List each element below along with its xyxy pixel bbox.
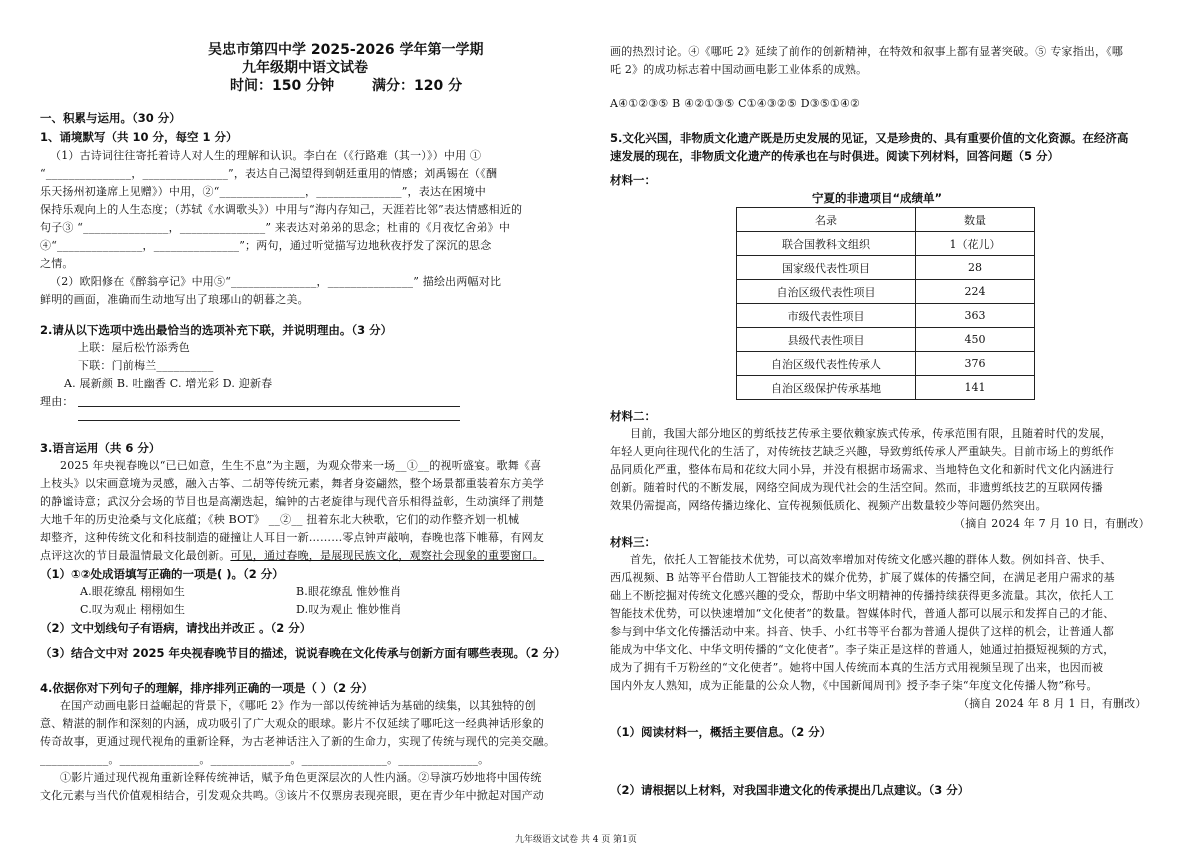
material-3-line: 国内外友人熟知，成为正能量的公众人物，《中国新闻周刊》授予李子柒“年度文化传播人物”称号。 (610, 679, 1098, 692)
material-3-line: 西瓜视频、B 站等平台借助人工智能技术的媒介优势，扩展了媒体的传播空间，在满足老用户需求的基 (610, 571, 1115, 584)
q1-line: ④“_______________，_______________”；两句，通过听觉描写边地秋夜抒发了深沉的思念 (40, 239, 492, 252)
q5-heading: 5.文化兴国，非物质文化遗产既是历史发展的见证，又是珍贵的、具有重要价值的文化资源。在经济高 (610, 131, 1129, 145)
q3-passage-line (40, 548, 544, 564)
table-cell: 联合国教科文组织 (737, 232, 916, 256)
q5-sub1: （1）阅读材料一，概括主要信息。（2 分） (610, 725, 832, 739)
q3-passage-line: 却整齐，这种传统文化和科技制造的碰撞让人耳目一新………零点钟声敲响，春晚也落下帷幕，有网友 (40, 531, 544, 544)
q3-heading: 3.语言运用（共 6 分） (40, 441, 161, 455)
q4-sentence-line: 吒 2》的成功标志着中国动画电影工业体系的成熟。 (610, 63, 868, 76)
q4-options: A④①②③⑤ B ④②①③⑤ C①④③②⑤ D③⑤①④② (610, 97, 861, 110)
q3-underlined-sentence: 可见，通过春晚，是展现民族文化，观察社会现象的重要窗口。 (230, 549, 545, 562)
q1-line: “_______________，_______________”，表达自己渴望得到朝廷重用的情感；刘禹锡在（《酬 (40, 167, 498, 180)
exam-score: 满分：120 分 (372, 78, 463, 94)
q1-line: 句子③ “_______________，_______________” 来表达对弟弟的思念；杜甫的《月夜忆舍弟》中 (40, 221, 511, 234)
table-row (737, 256, 1035, 280)
q3-passage-line: 的静谧诗意；武汉分会场的节目也是高潮迭起，编钟的古老旋律与现代音乐相得益彰，生动演绎了荆楚 (40, 495, 544, 508)
material-3-line: 成为了拥有千万粉丝的“文化使者”。她将中国人传统而本真的生活方式用视频呈现了出来，也因而被 (610, 661, 1104, 674)
table-row (737, 304, 1035, 328)
table-row (737, 328, 1035, 352)
page-footer: 九年级语文试卷 共 4 页 第1页 (515, 835, 637, 845)
q1-line: 之情。 (40, 257, 74, 270)
q2-reason-label: 理由： (40, 395, 74, 408)
q1-line: （2）欧阳修在《醉翁亭记》中用⑤“_______________，_______________” 描绘出两幅对比 (50, 275, 502, 288)
q1-line: （1）古诗词往往寄托着诗人对人生的理解和认识。李白在（《行路难（其一）》）中用 ① (50, 149, 482, 162)
q1-line: 鲜明的画面，准确而生动地写出了琅琊山的朝暮之美。 (40, 293, 309, 306)
q4-sentence-line: ①影片通过现代视角重新诠释传统神话，赋予角色更深层次的人性内涵。②导演巧妙地将中国传统 (60, 771, 542, 784)
q3-passage-line: 上枝头》以宋画意境为灵感，融入古筝、二胡等传统元素，舞者身姿翩然，整个场景都重装着东方美学 (40, 477, 544, 490)
q3-option-c: C.叹为观止 栩栩如生 (80, 603, 186, 616)
material-2-source: （摘自 2024 年 7 月 10 日，有删改） (954, 517, 1150, 530)
table-cell: 县级代表性项目 (737, 328, 916, 352)
answer-line[interactable] (78, 406, 460, 407)
table-cell: 自治区级代表性传承人 (737, 352, 916, 376)
q3-option-b: B.眼花缭乱 惟妙惟肖 (296, 585, 402, 598)
q1-heading: 1、诵境默写（共 10 分，每空 1 分） (40, 130, 238, 144)
table-cell: 自治区级保护传承基地 (737, 376, 916, 400)
q3-passage-line: 大地千年的历史沧桑与文化底蕴；《秧 BOT》 __②__ 扭着东北大秧歌，它们的动作整齐划一机械 (40, 513, 520, 526)
material-2-line: 年轻人更向往现代化的生活了，对传统技艺缺乏兴趣，导致剪纸传承人严重缺失。目前市场上的剪纸作 (610, 445, 1114, 458)
q2-upper-couplet: 上联：屋后松竹添秀色 (78, 341, 190, 354)
q1-line: 乐天扬州初逢席上见赠》）中用，②“_______________，_______________”，表达在困境中 (40, 185, 486, 198)
material-3-line: 础上不断挖掘对传统文化感兴趣的受众，帮助中华文明精神的传播持续获得更多流量。其次，依托人工 (610, 589, 1114, 602)
material-3-line: 参与到中华文化传播活动中来。抖音、快手、小红书等平台都为普通人提供了这样的机会，让普通人都 (610, 625, 1114, 638)
exam-title-grade: 九年级期中语文试卷 (242, 60, 368, 76)
material-2-label: 材料二： (610, 409, 656, 423)
q3-sub3: （3）结合文中对 2025 年央视春晚节目的描述，说说春晚在文化传承与创新方面有哪些表现。（2 分） (40, 646, 566, 660)
table-title: 宁夏的非遗项目“成绩单” (812, 191, 943, 205)
q1-line: 保持乐观向上的人生态度；（苏轼《水调歌头》）中用与“海内存知己，天涯若比邻”表达情感相近的 (40, 203, 523, 216)
table-cell: 224 (916, 280, 1035, 304)
q3-sub1: （1）①②处成语填写正确的一项是( )。（2 分） (40, 567, 284, 581)
q2-options: A. 展新颜 B. 吐幽香 C. 增光彩 D. 迎新春 (64, 377, 273, 390)
material-3-label: 材料三： (610, 535, 656, 549)
material-2-line: 品同质化严重，整体布局和花纹大同小异，并没有根据市场需求、当地特色文化和新时代文化内涵进行 (610, 463, 1114, 476)
q5-heading: 速发展的现在，非物质文化遗产的传承也在与时俱进。阅读下列材料，回答问题（5 分） (610, 149, 1060, 163)
table-row (737, 376, 1035, 400)
material-1-label: 材料一： (610, 173, 656, 187)
q4-heading: 4.依据你对下列句子的理解，排序排列正确的一项是（ ）（2 分） (40, 681, 374, 695)
table-cell: 自治区级代表性项目 (737, 280, 916, 304)
material-3-line: 智能技术优势，可以快速增加“文化使者”的数量。智媒体时代，普通人都可以展示和发挥自己的才能、 (610, 607, 1115, 620)
table-cell: 376 (916, 352, 1035, 376)
exam-time: 时间：150 分钟 (230, 78, 335, 94)
table-header-cell: 名录 (737, 208, 916, 232)
q3-option-a: A.眼花缭乱 栩栩如生 (80, 585, 186, 598)
material-2-line: 目前，我国大部分地区的剪纸技艺传承主要依赖家族式传承，传承范围有限，且随着时代的发展， (630, 427, 1112, 440)
q4-sentence-line: 文化元素与当代价值观相结合，引发观众共鸣。③该片不仅票房表现亮眼，更在青少年中掀起对国产动 (40, 789, 544, 802)
table-row (737, 232, 1035, 256)
q4-passage-line: 在国产动画电影日益崛起的背景下，《哪吒 2》作为一部以传统神话为基础的续集，以其独特的创 (60, 699, 536, 712)
table-cell: 28 (916, 256, 1035, 280)
q3-sub2: （2）文中划线句子有语病，请找出并改正 。（2 分） (40, 621, 312, 635)
q2-heading: 2.请从以下选项中选出最恰当的选项补充下联，并说明理由。（3 分） (40, 323, 393, 337)
table-cell: 1（花儿） (916, 232, 1035, 256)
q2-lower-couplet: 下联：门前梅兰__________ (78, 359, 214, 372)
material-2-line: 创新。随着时代的不断发展，网络空间成为现代社会的生活空间。然而，非遗剪纸技艺的互联网传播 (610, 481, 1103, 494)
table-cell: 141 (916, 376, 1035, 400)
table-cell: 国家级代表性项目 (737, 256, 916, 280)
table-cell: 450 (916, 328, 1035, 352)
material-2-line: 效果仍需提高，网络传播边缘化、宣传视频低质化、视频产出数量较少等问题仍然突出。 (610, 499, 1047, 512)
q4-passage-line: 传奇故事，更通过现代视角的重新诠释，为古老神话注入了新的生命力，实现了传统与现代的完美交融。 (40, 735, 556, 748)
q4-sentence-line: 画的热烈讨论。④《哪吒 2》延续了前作的创新精神，在特效和叙事上都有显著突破。⑤ 专家指出，《哪 (610, 45, 1124, 58)
q3-option-d: D.叹为观止 惟妙惟肖 (296, 603, 402, 616)
table-cell: 市级代表性项目 (737, 304, 916, 328)
q5-sub2: （2）请根据以上材料，对我国非遗文化的传承提出几点建议。（3 分） (610, 783, 970, 797)
table-header-cell: 数量 (916, 208, 1035, 232)
heritage-table (736, 207, 1035, 400)
table-cell: 363 (916, 304, 1035, 328)
material-3-line: 首先，依托人工智能技术优势，可以高效率增加对传统文化感兴趣的群体人数。例如抖音、快手、 (630, 553, 1112, 566)
q4-passage-line: 意、精湛的制作和深刻的内涵，成功吸引了广大观众的眼球。影片不仅延续了哪吒这一经典神话形象的 (40, 717, 544, 730)
section-1-heading: 一、积累与运用。（30 分） (40, 111, 181, 125)
table-row (737, 352, 1035, 376)
material-3-line: 能成为中华文化、中华文明传播的“文化使者”。李子柒正是这样的普通人，她通过拍摄短视频的方式， (610, 643, 1115, 656)
material-3-source: （摘自 2024 年 8 月 1 日，有删改） (958, 697, 1147, 710)
table-header-row (737, 208, 1035, 232)
q3-passage-line: 2025 年央视春晚以“已已如意，生生不息”为主题，为观众带来一场__①__的视听盛宴。歌舞《喜 (60, 459, 542, 472)
q3-passage-text: 点评这次的节目最温情最文化最创新。 (40, 549, 231, 562)
q4-blank-line: ____________。______________。______________。_______________。______________。 (40, 753, 490, 766)
answer-line[interactable] (78, 420, 460, 421)
table-row (737, 280, 1035, 304)
exam-title-school: 吴忠市第四中学 2025-2026 学年第一学期 (208, 42, 484, 58)
